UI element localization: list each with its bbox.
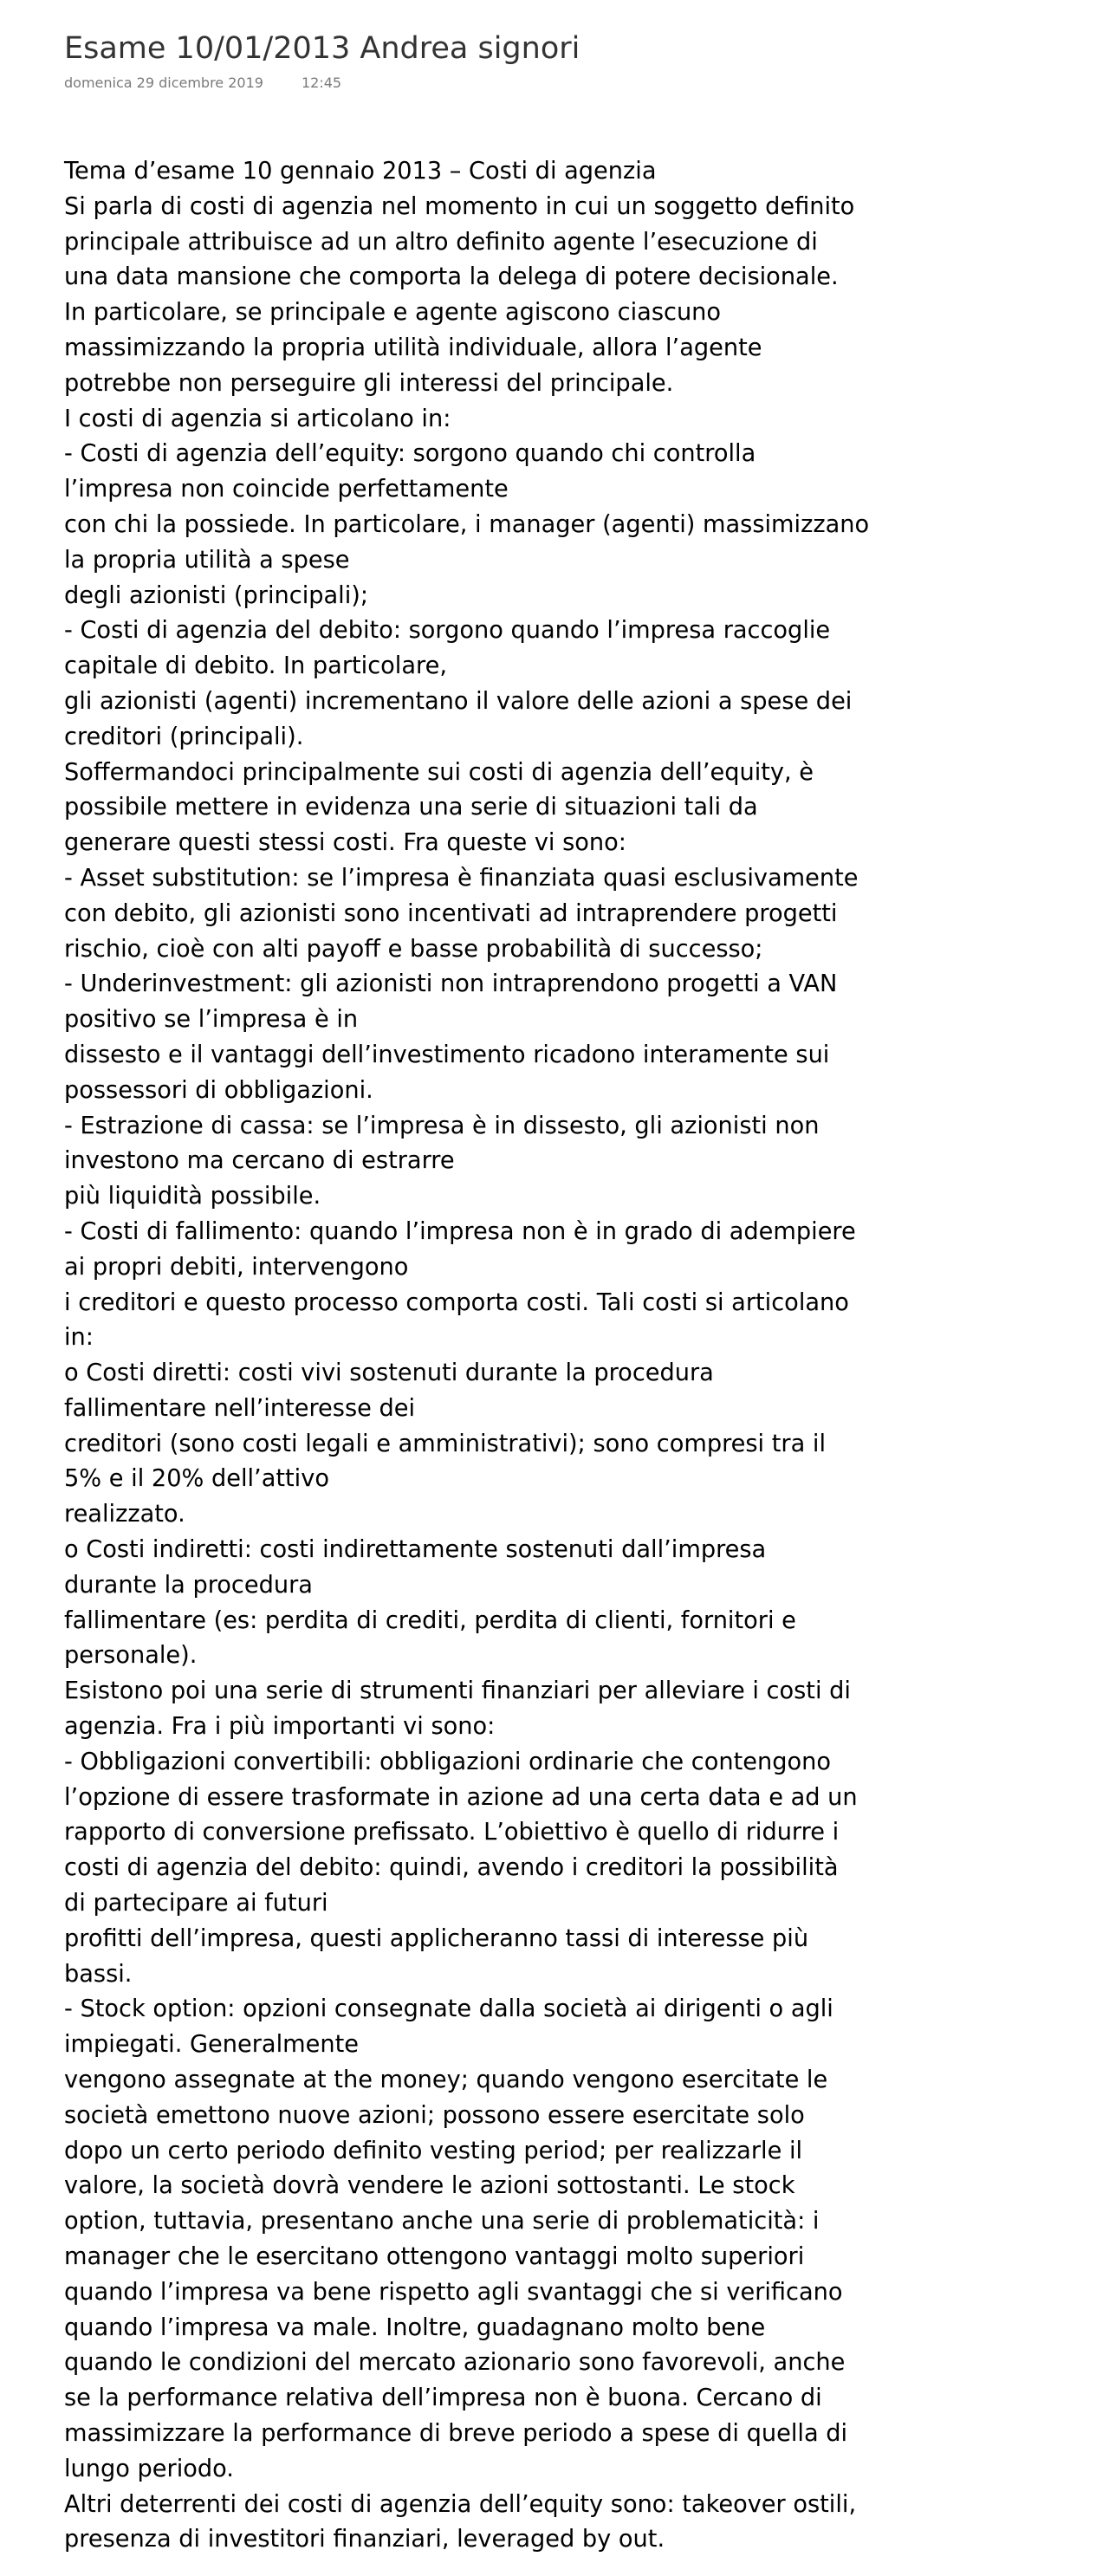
text-line: quando l’impresa va bene rispetto agli svantaggi che si verificano: [64, 2278, 843, 2306]
text-line: possibile mettere in evidenza una serie di situazioni tali da: [64, 794, 758, 821]
text-line: - Stock option: opzioni consegnate dalla società ai dirigenti o agli: [64, 1995, 833, 2023]
text-line: quando le condizioni del mercato azionario sono favorevoli, anche: [64, 2349, 846, 2377]
note-body[interactable]: [64, 154, 1060, 2558]
text-line: - Costi di agenzia dell’equity: sorgono quando chi controlla: [64, 440, 756, 468]
text-line: positivo se l’impresa è in: [64, 1006, 359, 1034]
text-line: - Estrazione di cassa: se l’impresa è in dissesto, gli azionisti non: [64, 1112, 820, 1139]
text-line: capitale di debito. In particolare,: [64, 652, 447, 680]
text-line: 5% e il 20% dell’attivo: [64, 1465, 329, 1493]
note-date: domenica 29 dicembre 2019: [64, 75, 263, 91]
text-line: di partecipare ai futuri: [64, 1890, 328, 1917]
page-title[interactable]: Esame 10/01/2013 Andrea signori: [64, 31, 580, 66]
text-line: i creditori e questo processo comporta costi. Tali costi si articolano: [64, 1288, 849, 1316]
text-line: l’opzione di essere trasformate in azione ad una certa data e ad un: [64, 1783, 858, 1811]
text-line: bassi.: [64, 1960, 133, 1988]
text-line: profitti dell’impresa, questi applicheranno tassi di interesse più: [64, 1924, 809, 1952]
text-line: fallimentare (es: perdita di crediti, perdita di clienti, fornitori e: [64, 1606, 796, 1634]
text-line: costi di agenzia del debito: quindi, avendo i creditori la possibilità: [64, 1854, 839, 1882]
text-line: massimizzando la propria utilità individuale, allora l’agente: [64, 334, 762, 361]
text-line: la propria utilità a spese: [64, 546, 350, 574]
text-line: - Costi di fallimento: quando l’impresa non è in grado di adempiere: [64, 1217, 856, 1245]
text-line: Esistono poi una serie di strumenti finanziari per alleviare i costi di: [64, 1677, 851, 1705]
text-line: o Costi diretti: costi vivi sostenuti durante la procedura: [64, 1359, 714, 1387]
text-line: dissesto e il vantaggi dell’investimento ricadono interamente sui: [64, 1041, 830, 1068]
text-line: impiegati. Generalmente: [64, 2031, 359, 2059]
note-time: 12:45: [301, 75, 342, 91]
text-line: rischio, cioè con alti payoff e basse probabilità di successo;: [64, 935, 763, 963]
text-line: una data mansione che comporta la delega di potere decisionale.: [64, 263, 839, 291]
text-line: - Costi di agenzia del debito: sorgono quando l’impresa raccoglie: [64, 617, 831, 645]
text-line: gli azionisti (agenti) incrementano il valore delle azioni a spese dei: [64, 687, 853, 715]
text-line: massimizzare la performance di breve periodo a spese di quella di: [64, 2420, 848, 2447]
text-line: in:: [64, 1324, 94, 1352]
text-line: valore, la società dovrà vendere le azioni sottostanti. Le stock: [64, 2172, 795, 2200]
text-line: società emettono nuove azioni; possono essere esercitate solo: [64, 2101, 805, 2129]
text-line: generare questi stessi costi. Fra queste vi sono:: [64, 829, 626, 857]
text-line: possessori di obbligazioni.: [64, 1076, 373, 1104]
text-line: Altri deterrenti dei costi di agenzia dell’equity sono: takeover ostili,: [64, 2490, 857, 2518]
text-line: ai propri debiti, intervengono: [64, 1253, 409, 1281]
text-line: o Costi indiretti: costi indirettamente sostenuti dall’impresa: [64, 1536, 767, 1564]
text-line: vengono assegnate at the money; quando vengono esercitate le: [64, 2067, 828, 2094]
text-line: se la performance relativa dell’impresa non è buona. Cercano di: [64, 2385, 822, 2412]
text-line: Soffermandoci principalmente sui costi di agenzia dell’equity, è: [64, 758, 814, 786]
text-line: principale attribuisce ad un altro definito agente l’esecuzione di: [64, 228, 818, 256]
text-line: lungo periodo.: [64, 2455, 234, 2482]
text-line: Si parla di costi di agenzia nel momento in cui un soggetto definito: [64, 192, 855, 220]
text-line: dopo un certo periodo definito vesting period; per realizzarle il: [64, 2137, 803, 2164]
text-line: potrebbe non perseguire gli interessi del principale.: [64, 369, 674, 397]
text-line: option, tuttavia, presentano anche una serie di problematicità: i: [64, 2208, 820, 2235]
text-line: creditori (principali).: [64, 723, 304, 750]
text-line: - Asset substitution: se l’impresa è finanziata quasi esclusivamente: [64, 864, 859, 892]
text-line: con debito, gli azionisti sono incentivati ad intraprendere progetti: [64, 899, 838, 927]
text-line: - Underinvestment: gli azionisti non intraprendono progetti a VAN: [64, 970, 838, 998]
note-page: [64, 0, 1060, 2553]
text-line: creditori (sono costi legali e amministrativi); sono compresi tra il: [64, 1430, 826, 1457]
text-line: l’impresa non coincide perfettamente: [64, 476, 509, 503]
text-line: presenza di investitori finanziari, leveraged by out.: [64, 2526, 665, 2553]
text-line: rapporto di conversione prefissato. L’obiettivo è quello di ridurre i: [64, 1819, 840, 1846]
text-line: agenzia. Fra i più importanti vi sono:: [64, 1713, 496, 1741]
text-line: Tema d’esame 10 gennaio 2013 – Costi di agenzia: [64, 158, 657, 185]
text-line: - Obbligazioni convertibili: obbligazioni ordinarie che contengono: [64, 1748, 831, 1775]
text-line: fallimentare nell’interesse dei: [64, 1394, 416, 1422]
note-metadata: [64, 74, 1060, 93]
text-line: con chi la possiede. In particolare, i manager (agenti) massimizzano: [64, 510, 870, 538]
text-line: I costi di agenzia si articolano in:: [64, 405, 451, 432]
text-line: più liquidità possibile.: [64, 1183, 321, 1210]
text-line: manager che le esercitano ottengono vantaggi molto superiori: [64, 2243, 805, 2271]
text-line: durante la procedura: [64, 1571, 313, 1599]
text-line: In particolare, se principale e agente agiscono ciascuno: [64, 299, 722, 327]
text-line: quando l’impresa va male. Inoltre, guadagnano molto bene: [64, 2313, 766, 2341]
text-line: personale).: [64, 1642, 198, 1670]
text-line: realizzato.: [64, 1501, 185, 1528]
text-line: degli azionisti (principali);: [64, 581, 369, 609]
text-line: investono ma cercano di estrarre: [64, 1147, 455, 1175]
